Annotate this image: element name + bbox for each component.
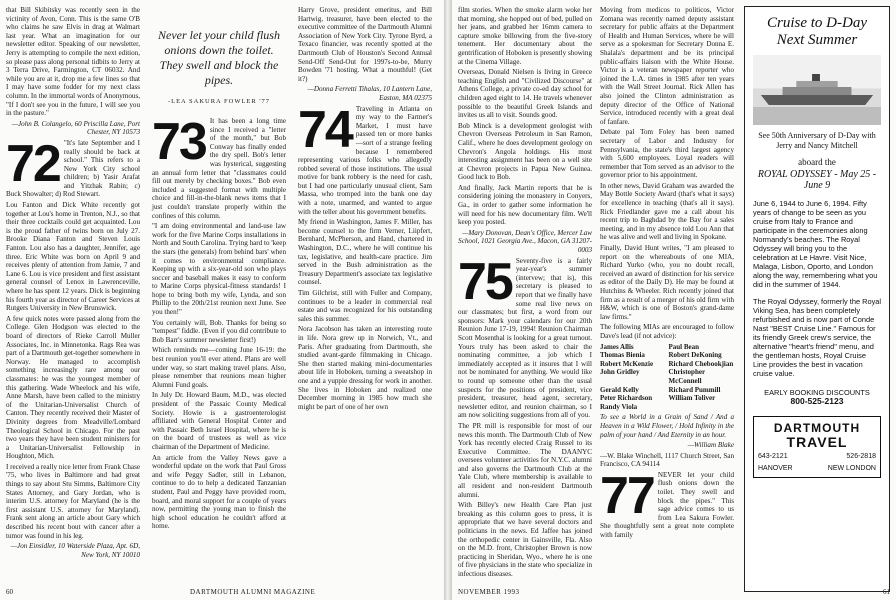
signature: —W. Blake Winchell, 1117 Church Street, San Francisco, CA 94114 bbox=[600, 451, 734, 469]
left-column-1 bbox=[6, 6, 140, 561]
paragraph: Finally, David Hunt writes, "I am pleased to report on the whereabouts of one MIA, Richard Yurko (who, you no doubt recall, received an award of distinction for his service as editor of the Daily D). He may be found at Hutchins & Wheeler. Rich recently joined that firm as a result of a merger of his old firm with H&W, which is one of Boston's grand-dame law firms." bbox=[600, 244, 734, 321]
paragraph: The following MIAs are encouraged to follow Dave's lead (if not advice): bbox=[600, 323, 734, 340]
pull-quote-text: Never let your child flush onions down the toilet. They swell and block the pipes. bbox=[158, 28, 280, 87]
mia-name: James Allis bbox=[600, 342, 634, 351]
paragraph: Seventy-five is a fairly year-year's summer (intervew; that is), this secretary is pleased to report that we finally have some real live news on our classmates; but first, a word from our sponsors: Mark your calendars for our 20th Reunion June 17-19, 1994! Reunion Chairman Scott Mosenthal is looking for a great turnout. Yours truly has been asked to chair the nominating committee, a job which I immediately accepted as it insures that I will not be nominated for anything. We would like to round up someone other than the usual suspects for the positions of president, vice president, treasurer, head agent, secretary, newsletter editor, and reunion chairman, so I am now soliciting suggestions from all of you. bbox=[458, 256, 592, 420]
binding-gutter bbox=[444, 0, 452, 600]
ad-vessel-text: ROYAL ODYSSEY - May 25 - June 9 bbox=[757, 169, 877, 191]
paragraph: I received a really nice letter from Frank Chase '75, who lives in Baltimore and had great things to say about Stu Simms, Baltimore City States Attorney, and Gary Jordan, who is interim U.S. attorney for Maryland (he is the first assistant U.S. attorney for Maryland). Frank sent along an article about Gary which described his recent bout with cancer after a tumor was found in his leg. bbox=[6, 462, 140, 540]
paragraph: In other news, David Graham was awarded the May Bottle Society Award (that's what it says) for excellence in teaching (that's all it says). Rick Friedlander gave me a call about his recent trip to Baghdad by the Bay for a sales meeting, and in my absence told Lou Ann that he was alive and well and living in Spokane. bbox=[600, 181, 734, 242]
paragraph: An article from the Valley News gave a wonderful update on the work that Paul Gross and wife Peggy Sadler, still in Lebanon, continue to do to help a dedicated Tanzanian student, Paul and Peggy have provided room, board, and moral support for a couple of years now, permitting the young man to finish the high school education he couldn't afford at home. bbox=[152, 453, 286, 531]
city-new-london: NEW LONDON bbox=[827, 465, 876, 472]
logo-phones bbox=[758, 452, 876, 461]
ad-subhead: See 50th Anniversary of D-Day with Jerry and Nancy Mitchell bbox=[758, 131, 876, 150]
right-page bbox=[452, 0, 896, 600]
paragraph: Nora Jacobson has taken an interesting route in life. Nora grew up in Norwich, Vt., and Paris. After graduating from Dartmouth, she studied avant-garde filmmaking in Chicago. She then started making mini-documentaries about life in Hoboken, turning a sweatshop in one and a yuppie dressing for work in another. She lives in Hoboken and realized one December morning in 1985 how much she might be part of one of her own bbox=[298, 325, 432, 411]
mia-name: Robert McKenzie bbox=[600, 359, 654, 368]
cruise-ship-icon bbox=[753, 55, 881, 125]
paragraph: You certainly will, Bob. Thanks for being so "tempest" fiddle. (Even if you did contribute to Bob Barr's summer newsletter first!) bbox=[152, 318, 286, 344]
paragraph: My friend in Washington, James F. Miller, has become counsel to the firm Verner, Liipfert, Bernhard, McPherson, and Hand, chartered in Washington, D.C., where he will continue his tax, legislative, and health-care practice. Jim served in the Bush administration as the Treasury Department's associate tax legislative counsel. bbox=[298, 218, 432, 287]
signature: —Mary Donovan, Dean's Office, Mercer Law School, 1021 Georgia Ave., Macon, GA 31207-0003 bbox=[458, 228, 592, 255]
mia-name-list bbox=[600, 343, 734, 412]
paragraph: Overseas, Donald Nielsen is living in Greece teaching English and "Civilized Discourse" at Athens College, a private co-ed day school for children aged eight to 14. He travels whenever possible to the beautiful Greek Islands and invites us all to visit. Sounds good. bbox=[458, 68, 592, 120]
left-page bbox=[0, 0, 444, 600]
ad-booking-phone: 800-525-2123 bbox=[790, 396, 844, 406]
paragraph: that Bill Skibitsky was recently seen in the victinity of Avon, Conn. This is the same O'B who claims he saw Elvis in drag at Walmart last year. What an imagination for our newsletter editor. Speaking of our newsletter, Jerry is attempting to compile the next edition, so please pass along personal tidbits to Jerry at 3 Terra Drive, Farmington, CT 06032. And while you are at it, drop me a few lines so that I may have some fodder for my next class column. In the immortal words of Anonymous, "If I don't see you in the future, I will see you in the pasture." bbox=[6, 6, 140, 118]
mia-name: Christopher McConnell bbox=[668, 368, 706, 385]
ad-body-1: June 6, 1944 to June 6, 1994. Fifty years of change to be seen as you cruise from Italy to France and participate in the ceremonies along Normandy's beaches. The Royal Odyssey will bring you to the celebration at Le Havre. Visit Nice, Malaga, Lisbon, Oporto, and London along the way, remembering what you did in the summer of 1944. bbox=[753, 199, 878, 289]
paragraph: "It's late September and I really should be back at school." This refers to a New York City school children; b) Yasir Arafat and Yitzhak Rabin; c) Buck Showalter; d) Rod Stewart. bbox=[6, 138, 140, 199]
mia-name: Richard Pummill bbox=[668, 385, 721, 394]
mia-name: William Toliver bbox=[668, 394, 716, 403]
paragraph: Debate pal Tom Foley has been named secretary of Labor and Industry for Pennsylvania, the state's third largest agency with 5,600 employees. Loyal readers will remember that Tom served as an advisor to the governor prior to his appointment. bbox=[600, 128, 734, 180]
poem: To see a World in a Grain of Sand / And a Heaven in a Wild Flower, / Hold Infinity in the palm of your hand / And Eternity in an hour. bbox=[600, 413, 734, 439]
mia-name: Paul Bean bbox=[668, 342, 700, 351]
class-year-number: 73 bbox=[152, 113, 206, 171]
ad-vessel-intro: aboard the bbox=[798, 157, 836, 167]
phone-new-london: 526-2818 bbox=[846, 453, 876, 460]
class-year-number: 77 bbox=[600, 466, 654, 525]
paragraph: Lou Fanton and Dick White recently got together at Lou's home in Trenton, N.J., so that their three cocktails could get acquainted. Lou is the proud father of twins born on July 27. Brooke Diana Fanton and Steven Louis Fanton. Lou also has a daughter, Jennifer, age three. Eric White was born on April 9 and receives plenty of attention from Jamie, 7 and Lane 6. Lou is vice president and first assistant general counsel of Lenox in Lawrenceville, where he has spent 12 years. Dick is beginning his fourth year as director of Career Services at Rutgers University in New Brunswick. bbox=[6, 201, 140, 313]
signature: —Jon Einsidler, 10 Waterside Plaza, Apt. 6D, New York, NY 10010 bbox=[10, 542, 140, 559]
logo-line-2: TRAVEL bbox=[786, 434, 848, 450]
signature: —Donna Ferretti Tihalas, 10 Lantern Lane, Easton, MA 02375 bbox=[307, 85, 432, 102]
left-column-2 bbox=[152, 6, 286, 533]
class-year-number: 75 bbox=[458, 252, 512, 311]
right-column-2 bbox=[600, 6, 734, 542]
paragraph: Tim Gilchrist, still with Fuller and Company, continues to be a leader in commercial real estate and was recognized for his outstanding sales this summer. bbox=[298, 289, 432, 323]
pull-quote-attribution: -LEA SAKURA FOWLER '77 bbox=[167, 98, 271, 105]
paragraph: And finally, Jack Martin reports that he is considering joining the monastery in Conyers, Ga., in order to gather some information he will need for his new documentary film. We'll keep you posted. bbox=[458, 183, 592, 227]
logo-cities bbox=[758, 464, 876, 473]
pull-quote bbox=[152, 6, 286, 117]
paragraph: NEVER let your child flush onions down the toilet. They swell and block the pipes." This sage advice comes to us from Lea Sakura Fowler. She thoughtfully sent a great note complete with family bbox=[600, 470, 734, 540]
ad-body-2: The Royal Odyssey, formerly the Royal Viking Sea, has been completely refurbished and is now part of Conde Nast "BEST Cruise Line." Famous for its friendly Greek crew's service, the alternative "heart's friend" menu, and the gentleman hosts, Royal Cruise Line provides the best in vacation cruise value. bbox=[753, 297, 882, 378]
paragraph: The PR mill is responsible for most of our news this month. The Dartmouth Club of New York has recently elected Craig Russel to its Executive Committee. The DAANYC oversees volunteer activities for N.Y.C. alumni and also governs the Dartmouth Club at the Yale Club, where membership is available to all resident and non-resident Dartmouth alumni. bbox=[458, 421, 592, 499]
right-column-1 bbox=[458, 6, 592, 581]
ad-vessel-name bbox=[753, 169, 881, 191]
left-column-3 bbox=[298, 6, 432, 413]
mia-name: Randy Viola bbox=[600, 402, 638, 411]
mia-name: Peter Richardson bbox=[600, 394, 653, 403]
paragraph: film stories. When the smoke alarm woke her that morning, she hopped out of bed, pulled on her jeans, and grabbed her 16mm camera to capture smoke billowing from the five-story tenement. Her documentary about the gentrification of Hoboken is presently showing at the Cinema Village. bbox=[458, 6, 592, 66]
signature: —John B. Colangelo, 60 Priscilla Lane, Port Chester, NY 10573 bbox=[11, 119, 140, 137]
city-hanover: HANOVER bbox=[758, 465, 793, 472]
ad-headline: Cruise to D-Day Next Summer bbox=[767, 15, 867, 48]
class-year-number: 72 bbox=[6, 134, 60, 193]
running-foot: DARTMOUTH ALUMNI MAGAZINE bbox=[190, 588, 316, 596]
paragraph: In July Dr. Howard Baum, M.D., was elected president of the Passaic County Medical Society. Howie is a gastroenterologist affiliated with General Hospital Center and with Passaic Beth Israel Hospital, where he is on the board of trustees as well as vice chairman of the Department of Medicine. bbox=[152, 391, 286, 451]
mia-name: Robert DeKoning bbox=[668, 351, 722, 360]
page-number: 60 bbox=[6, 588, 13, 596]
phone-hanover: 643-2121 bbox=[758, 453, 788, 460]
ship-photo bbox=[753, 55, 881, 125]
paragraph: Bob Minck is a development geologist with Chevron Overseas Petroleum in San Ramon, Calif., where he does development geology on Chevron's Angola holdings. His most interesting assignment has been on a well site at Chevron projects in Papua New Guinea. Good luck to Bob. bbox=[458, 121, 592, 182]
dartmouth-travel-logo bbox=[753, 416, 881, 478]
mia-name: John Gridley bbox=[600, 368, 640, 377]
logo-line-1: DARTMOUTH bbox=[773, 421, 861, 435]
ad-booking bbox=[753, 388, 881, 406]
mia-name: Gerald Kelly bbox=[600, 385, 639, 394]
paragraph: Harry Grove, president emeritus, and Bill Hartwig, treasurer, have been elected to the executive committee of the Dartmouth Alumni Association of New York City. Tyrone Byrd, a Texaco financier, was recently spotted at the Dartmouth Club of Houston's Second Annual Send-Off Send-Out for 1997s-to-be, Murry Bowden '71 hosting. What a mouthful! (Get it?) bbox=[298, 6, 432, 83]
paragraph: "I am doing environmental and land-use law work for the five Marine Corps installations in North and South Carolina. Trying hard to 'keep the stars (the generals) from behind bars' when it comes to environmental compliance. Keeping up with a six-year-old son who plays soccer and baseball makes it easy to conform to Marine Corps physical-fitness standards! I hope to bring both my wife, Lynda, and son Phillip to the 20th/21st reunion next June. See you then!" bbox=[152, 222, 286, 317]
page-number: 61 bbox=[883, 588, 890, 596]
ad-booking-label: EARLY BOOKING DISCOUNTS bbox=[764, 388, 870, 397]
paragraph: A few quick notes were passed along from the College. Glen Hodgson was elected to the board of directors of Rieke Carroll Muller Associates, Inc. in Minnetonka. Rags Rea was part of a Dartmouth get-together somewhere in Norway. He managed to accomplish something increasingly rare among our classmates: he was the youngest member of this gathering. Wade Wheelock and his wife, Anne Marsh, have been called to the ministry of the Unitarian-Universalist Church of Canton. They recently received their Master of Divinity degrees from Meadville/Lombard Theological School in Chicago. For the past two years they have been student ministers for a Unitarian-Universalist Fellowship in Houghton, Mich. bbox=[6, 314, 140, 461]
class-year-number: 74 bbox=[298, 100, 352, 159]
mia-name: Richard Chebookjian bbox=[668, 359, 734, 368]
paragraph: It has been a long time since I received a "letter of the month," but Bob Conway has finally ended the dry spell. Bob's letter was hysterical, suggesting an annual form letter that "classmates could fill out merely by checking boxes." Bob even included a suggested format with multiple choice and fill-in-the-blank news items that I just couldn't translate properly within the confines of this column. bbox=[152, 117, 286, 220]
running-foot: NOVEMBER 1993 bbox=[458, 588, 520, 596]
paragraph: Traveling in Atlanta on my way to the Farmer's Market, I must have passed ten or more banks—sort of a strange feeling because I remembered representing various folks who allegedly robbed several of those institutions. The usual motive for bank robbery is the need for cash, but I had one particularly unusual client, Sam Massa, who tromped into the bank one day with a note, unarmed, and wanted to argue with the teller about his government benefits. bbox=[298, 104, 432, 216]
poem-attribution: —William Blake bbox=[687, 441, 734, 450]
paragraph: With Billey's new Health Care Plan just breaking as this column goes to press, it is appropriate that we have several doctors and politicians in the news. Ed Jaffee has joined the orthopedic center in Gainsville, Fla. Also on the M.D. front, Christopher Brown is now practicing in Sheridan, Wyo., where he is one of five physicians in the state who specialize in infectious diseases. bbox=[458, 501, 592, 578]
cruise-advertisement bbox=[744, 6, 890, 592]
paragraph: Moving from medicos to politicos, Victor Zomana was recently named deputy assistant secretary for public affairs at the Department of Health and Human Services, where he will serve as a spokesman for Secretary Donna E. Shalala's department and be its principal public-affairs liaison with the White House. Victor is a veteran newspaper reporter who joined the L.A. times in 1985 after ten years with the Wall Street Journal. Rick Allen has also joined the Clinton administration as deputy director of the Office of National Service, introduced recently with a great deal of fanfare. bbox=[600, 6, 734, 126]
paragraph: Which reminds me—coming June 16-19: the best reunion you'll ever attend. Plans are well under way, so start making travel plans. Also, please remember that reunions mean higher Alumni Fund goals. bbox=[152, 346, 286, 389]
mia-name: Thomas Bienia bbox=[600, 351, 645, 360]
